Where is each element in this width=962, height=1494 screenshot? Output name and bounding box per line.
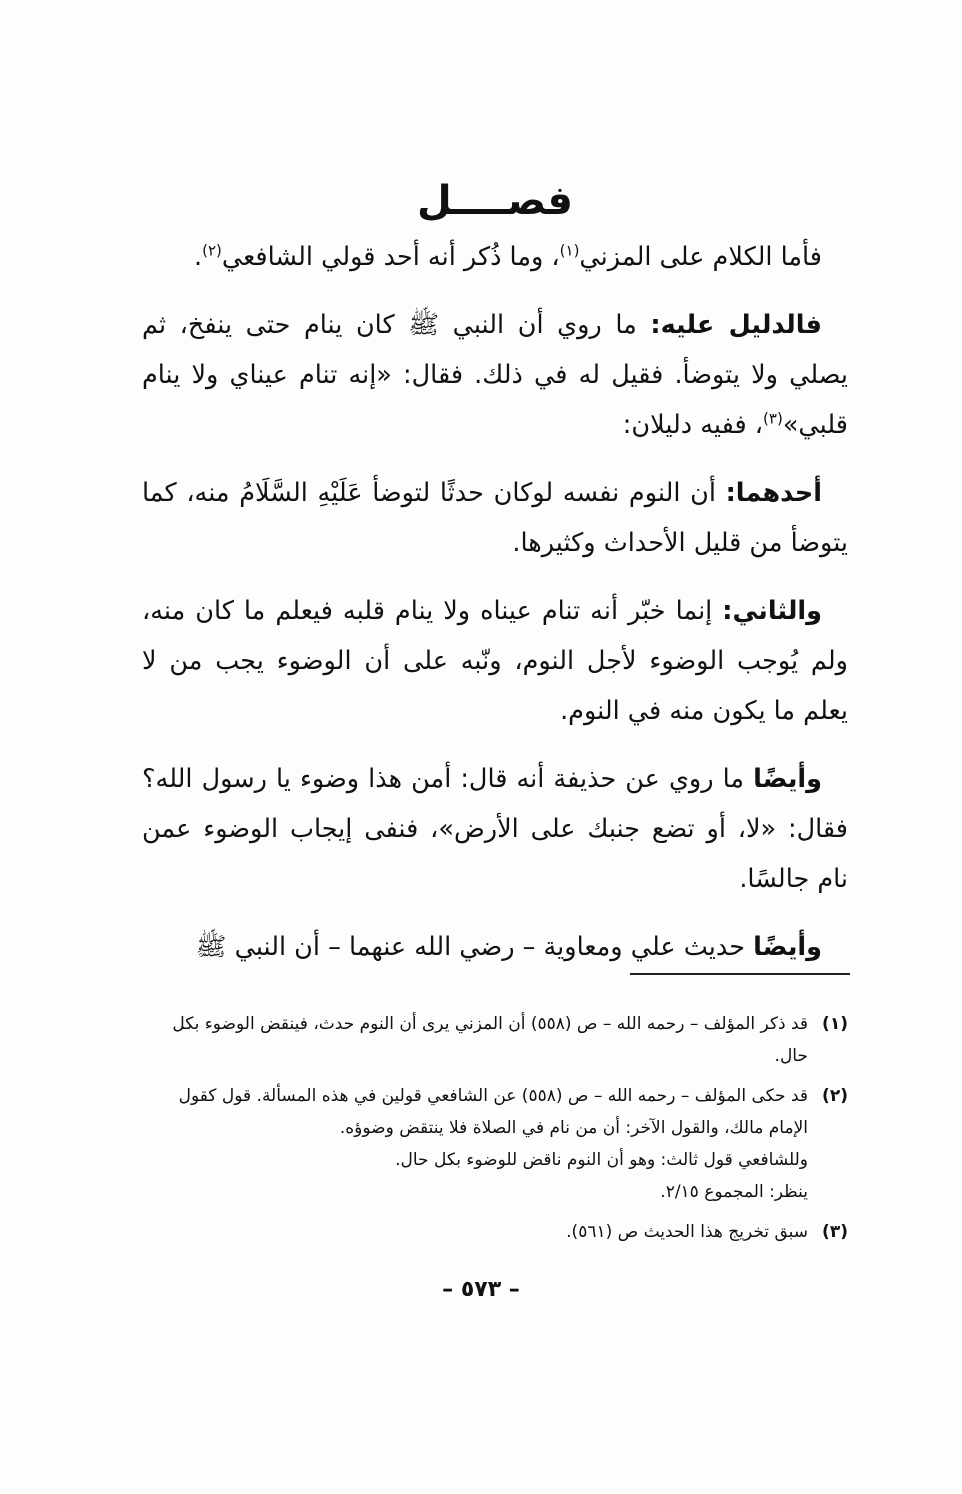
footnote-number: (٣) [822,1222,848,1242]
footnote-text: قد حكى المؤلف – رحمه الله – ص (٥٥٨) عن الشافعي قولين في هذه المسألة. قول كقول الإمام مالك، والقول الآخر: أن من نام في الصلاة فلا ينتقض وضوؤه. وللشافعي قول ثالث: وهو أن النوم ناقض للوضوء بكل حال. ينظر: المجموع ٢/١٥. [178,1086,808,1202]
footnote-text: قد ذكر المؤلف – رحمه الله – ص (٥٥٨) أن المزني يرى أن النوم حدث، فينقض الوضوء بكل حال. [172,1014,808,1066]
footnote-1 [142,1008,848,1072]
paragraph-1: فأما الكلام على المزني$^{(١)}$، وما ذُكر أنه أحد قولي الشافعي$^{(٢)}$. [193,241,822,272]
footnote-ref-3[interactable]: (٣) [763,409,783,428]
section-heading: فصــــل [417,178,573,224]
footnote-ref-2[interactable]: (٢) [202,241,222,260]
paragraph-lead: والثاني: [722,596,822,626]
page-number: – ٥٧٣ – [442,1277,520,1302]
footnote-text: سبق تخريج هذا الحديث ص (٥٦١). [566,1222,808,1242]
paragraph-lead: وأيضًا [753,932,822,962]
paragraph-lead: أحدهما: [725,478,822,508]
footnote-2 [142,1080,848,1208]
paragraph-6: وأيضًا حديث علي ومعاوية – رضي الله عنهما – أن النبي ﷺ [195,932,822,962]
main-text [142,178,848,990]
footnotes [142,1008,848,1256]
footnote-number: (١) [822,1014,848,1034]
paragraph-4: والثاني: إنما خبّر أنه تنام عيناه ولا ينام قلبه فيعلم ما كان منه، ولم يُوجب الوضوء لأجل النوم، ونّبه على أن الوضوء يجب من لا يعلم ما يكون منه في النوم. [142,596,848,726]
paragraph-2: فالدليل عليه: ما روي أن النبي ﷺ كان ينام حتى ينفخ، ثم يصلي ولا يتوضأ. فقيل له في ذلك. فقال: «إنه تنام عيناي ولا ينام قلبي»$^{(٣)}$، ففيه دليلان: [142,310,848,440]
paragraph-5: وأيضًا ما روي عن حذيفة أنه قال: أمن هذا وضوء يا رسول الله؟ فقال: «لا، أو تضع جنبك على الأرض»، فنفى إيجاب الوضوء عمن نام جالسًا. [142,764,848,894]
footnote-separator [630,973,850,975]
footnote-3 [142,1216,848,1248]
footnote-ref-1[interactable]: (١) [559,241,580,260]
paragraph-3: أحدهما: أن النوم نفسه لوكان حدثًا لتوضأ عَلَيْهِ السَّلَامُ منه، كما يتوضأ من قليل الأحداث وكثيرها. [142,478,848,558]
footnote-number: (٢) [822,1086,848,1106]
paragraph-lead: وأيضًا [753,764,822,794]
paragraph-lead: فالدليل عليه: [650,310,822,340]
